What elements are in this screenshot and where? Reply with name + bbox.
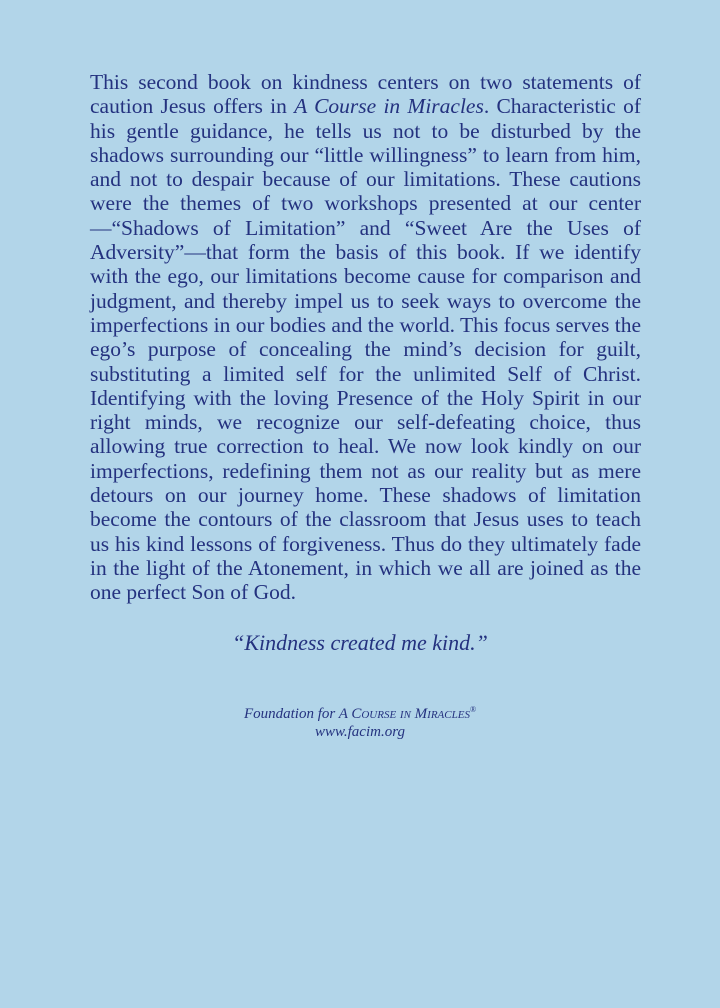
publisher-info	[0, 701, 720, 741]
publisher-name: Foundation for A Course in Miracles®	[243, 705, 477, 722]
book-description	[90, 70, 641, 605]
quote: “Kindness created me kind.”	[232, 630, 488, 655]
description-part-2: . Characteristic of his gentle guidance, he tells us not to be disturbed by the shadows surrounding our “little willingness” to learn from him, and not to despair because of our limitations. These cautions were the themes of two workshops presented at our center—“Shadows of Limitation” and “Sweet Are the Uses of Adversity”—that form the basis of this book. If we identify with the ego, our limitations become cause for comparison and judgment, and thereby impel us to seek ways to overcome the imperfections in our bodies and the world. This focus serves the ego’s purpose of concealing the mind’s decision for guilt, substituting a limited self for the unlimited Self of Christ. Identifying with the loving Presence of the Holy Spirit in our right minds, we recognize our self-defeating choice, thus allowing true correction to heal. We now look kindly on our imperfections, redefining them not as our reality but as mere detours on our journey home. These shadows of limitation become the contours of the classroom that Jesus uses to teach us his kind lessons of forgiveness. Thus do they ultimately fade in the light of the Atonement, in which we all are joined as the one perfect Son of God.	[90, 94, 641, 605]
registered-mark: ®	[469, 705, 477, 714]
book-title: A Course in Miracles	[294, 94, 484, 119]
website: www.facim.org	[314, 724, 405, 740]
description-part-1: This second book on kindness centers on two statements of caution Jesus offers in	[90, 70, 641, 119]
